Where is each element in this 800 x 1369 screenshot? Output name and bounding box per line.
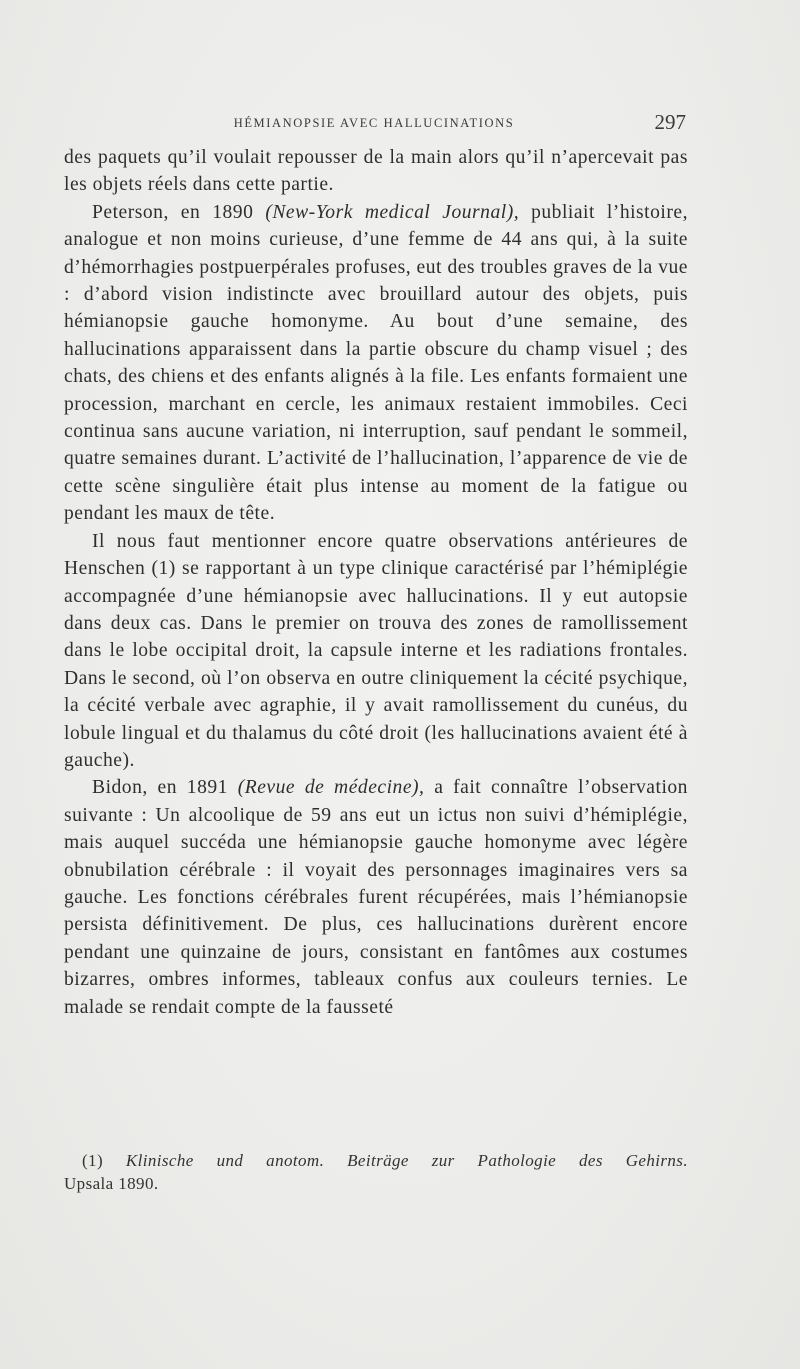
body-text: [64, 144, 688, 1021]
journal-citation: (New-York medical Journal),: [265, 201, 520, 223]
running-head: [64, 112, 684, 138]
paragraph-3: Il nous faut mentionner encore quatre observations antérieures de Henschen (1) se rapportant à un type clinique caractérisé par l’hémiplégie accompagnée d’une hémianopsie avec hallucinations. Il y eut autopsie dans deux cas. Dans le premier on trouva des zones de ramollissement dans le lobe occipital droit, la capsule interne et les radiations frontales. Dans le second, où l’on observa en outre cliniquement la cécité psychique, la cécité verbale avec agraphie, il y avait ramollissement du cunéus, du lobule lingual et du thalamus du côté droit (les hallucinations avaient été à gauche).: [64, 530, 688, 771]
running-title: HÉMIANOPSIE AVEC HALLUCINATIONS: [233, 116, 515, 130]
footnote-title: Klinische und anotom. Beiträge zur Pathologie des Gehirns.: [125, 1151, 688, 1170]
footnote-line-1: [64, 1149, 688, 1172]
paragraph-1: des paquets qu’il voulait repousser de la main alors qu’il n’apercevait pas les objets réels dans cette partie.: [64, 147, 688, 196]
paragraph-2-start: Peterson, en 1890: [92, 201, 266, 223]
paragraph-4: [64, 774, 688, 1021]
paragraph-4-start: Bidon, en 1891: [92, 777, 238, 799]
page-number: 297: [654, 110, 686, 134]
footnote-marker: (1): [82, 1151, 126, 1170]
footnote: [64, 1149, 688, 1195]
footnote-line-2: Upsala 1890.: [64, 1174, 159, 1193]
paragraph-2: [64, 199, 688, 528]
review-citation: (Revue de médecine),: [237, 777, 425, 799]
paragraph-2-rest: publiait l’histoire, analogue et non moins curieuse, d’une femme de 44 ans qui, à la suite d’hémorrhagies postpuerpérales profuses, eut des troubles graves de la vue : d’abord vision indistincte avec brouillard autour des objets, puis hémianopsie gauche homonyme. Au bout d’une semaine, des hallucinations apparaissent dans la partie obscure du champ visuel ; des chats, des chiens et des enfants alignés à la file. Les enfants formaient une procession, marchant en cercle, les animaux restaient immobiles. Ceci continua sans aucune variation, ni interruption, sauf pendant le sommeil, quatre semaines durant. L’activité de l’hallucination, l’apparence de vie de cette scène singulière était plus intense au moment de la fatigue ou pendant les maux de tête.: [64, 201, 688, 525]
paragraph-4-rest: a fait connaître l’observation suivante : Un alcoolique de 59 ans eut un ictus non suivi d’hémiplégie, mais auquel succéda une hémianopsie gauche homonyme avec légère obnubilation cérébrale : il voyait des personnages imaginaires vers sa gauche. Les fonctions cérébrales furent récupérées, mais l’hémianopsie persista définitivement. De plus, ces hallucinations durèrent encore pendant une quinzaine de jours, consistant en fantômes aux costumes bizarres, ombres informes, tableaux confus aux couleurs ternies. Le malade se rendait compte de la fausseté: [64, 777, 688, 1018]
